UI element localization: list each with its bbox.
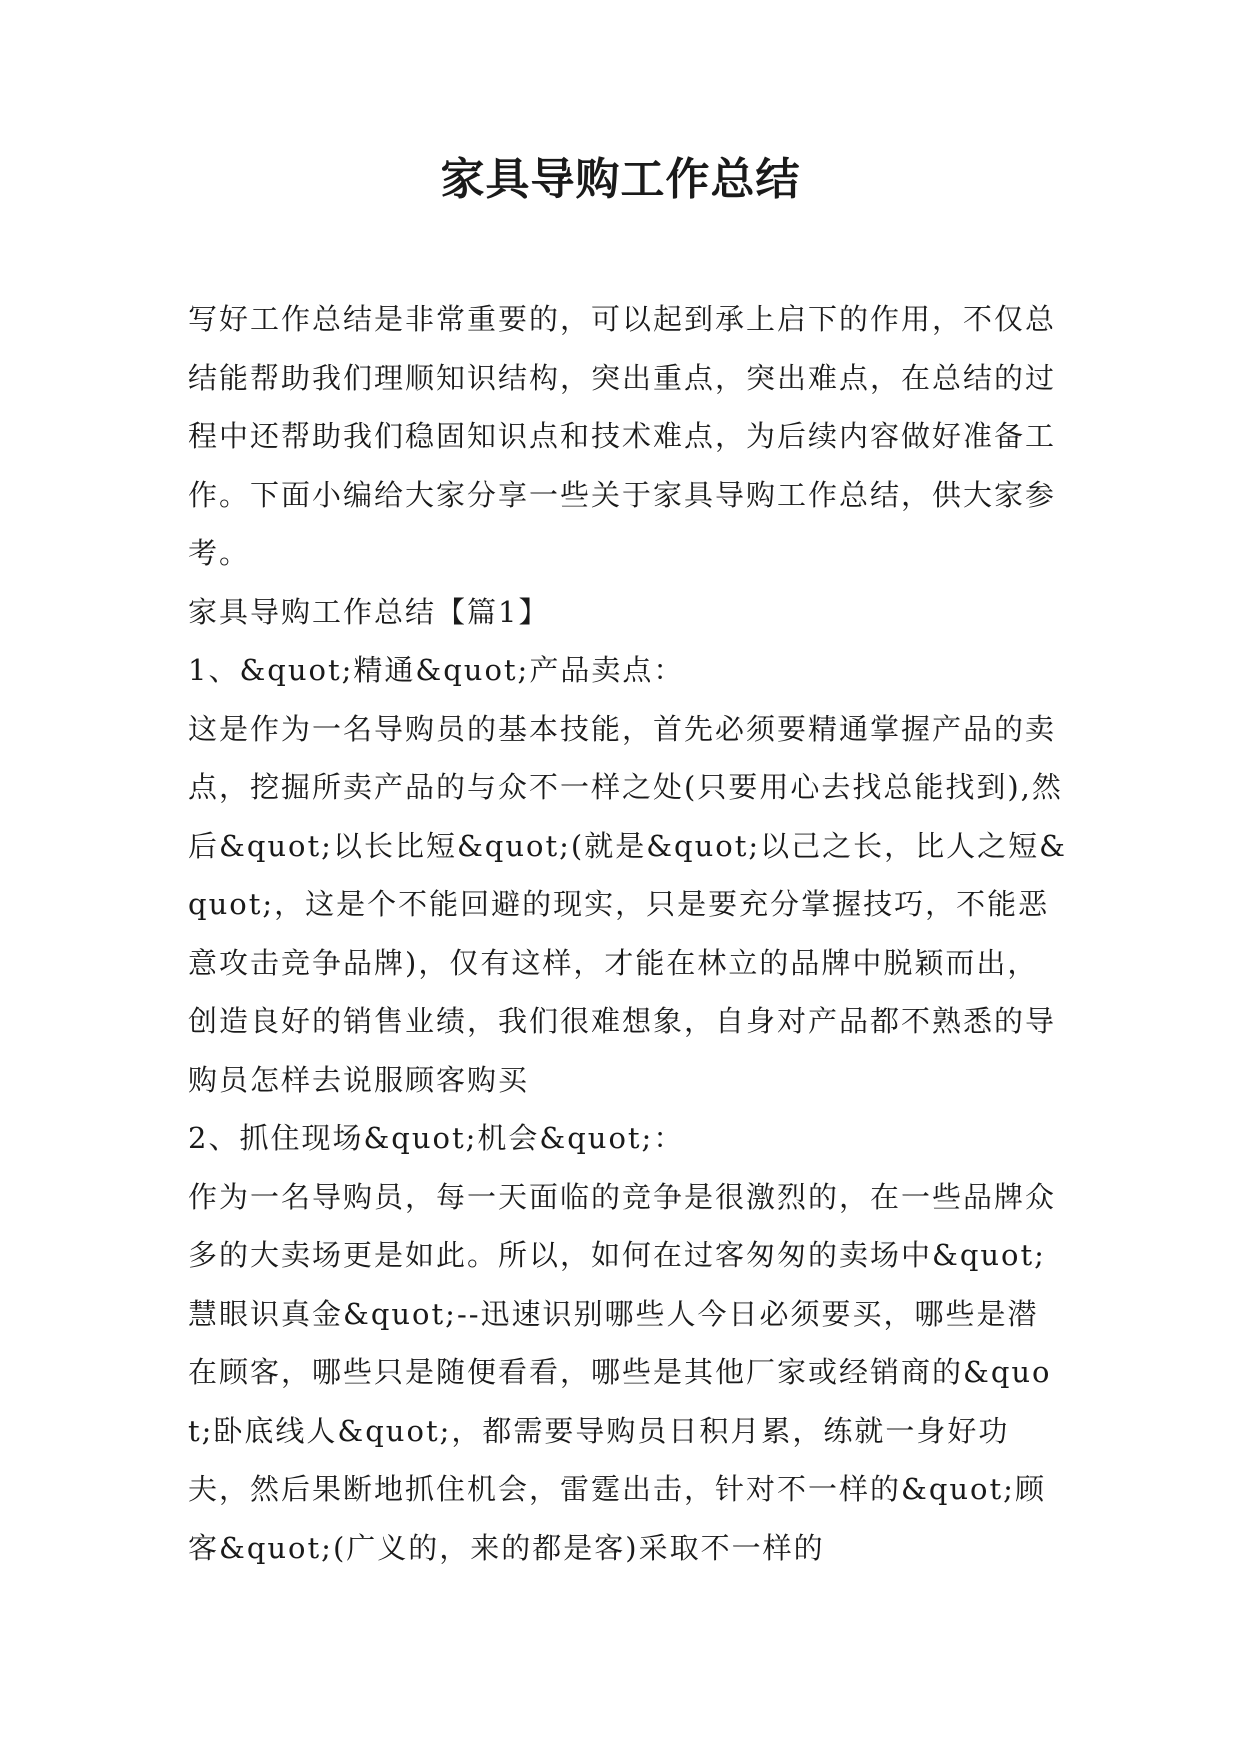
point-2-heading: 2、抓住现场&quot;机会&quot;： (188, 1121, 685, 1155)
section-heading: 家具导购工作总结【篇1】 (188, 594, 550, 629)
point-1-heading: 1、&quot;精通&quot;产品卖点： (188, 653, 685, 687)
document-body (188, 290, 1068, 1577)
intro-paragraph: 写好工作总结是非常重要的，可以起到承上启下的作用，不仅总结能帮助我们理顺知识结构，突出重点，突出难点，在总结的过程中还帮助我们稳固知识点和技术难点，为后续内容做好准备工作。下面小编给大家分享一些关于家具导购工作总结，供大家参考。 (188, 302, 1057, 570)
point-2-paragraph: 作为一名导购员，每一天面临的竞争是很激烈的，在一些品牌众多的大卖场更是如此。所以，如何在过客匆匆的卖场中&quot;慧眼识真金&quot;--迅速识别哪些人今日必须要买，哪些是潜在顾客，哪些只是随便看看，哪些是其他厂家或经销商的&quot;卧底线人&quot;，都需要导购员日积月累，练就一身好功夫，然后果断地抓住机会，雷霆出击，针对不一样的&quot;顾客&quot;(广义的，来的都是客)采取不一样的 (188, 1179, 1057, 1565)
point-1-paragraph: 这是作为一名导购员的基本技能，首先必须要精通掌握产品的卖点，挖掘所卖产品的与众不一样之处(只要用心去找总能找到),然后&quot;以长比短&quot;(就是&quot;以己之长，比人之短&quot;，这是个不能回避的现实，只是要充分掌握技巧，不能恶意攻击竞争品牌)，仅有这样，才能在林立的品牌中脱颖而出，创造良好的销售业绩，我们很难想象，自身对产品都不熟悉的导购员怎样去说服顾客购买 (188, 711, 1067, 1097)
document-title: 家具导购工作总结 (440, 154, 801, 205)
